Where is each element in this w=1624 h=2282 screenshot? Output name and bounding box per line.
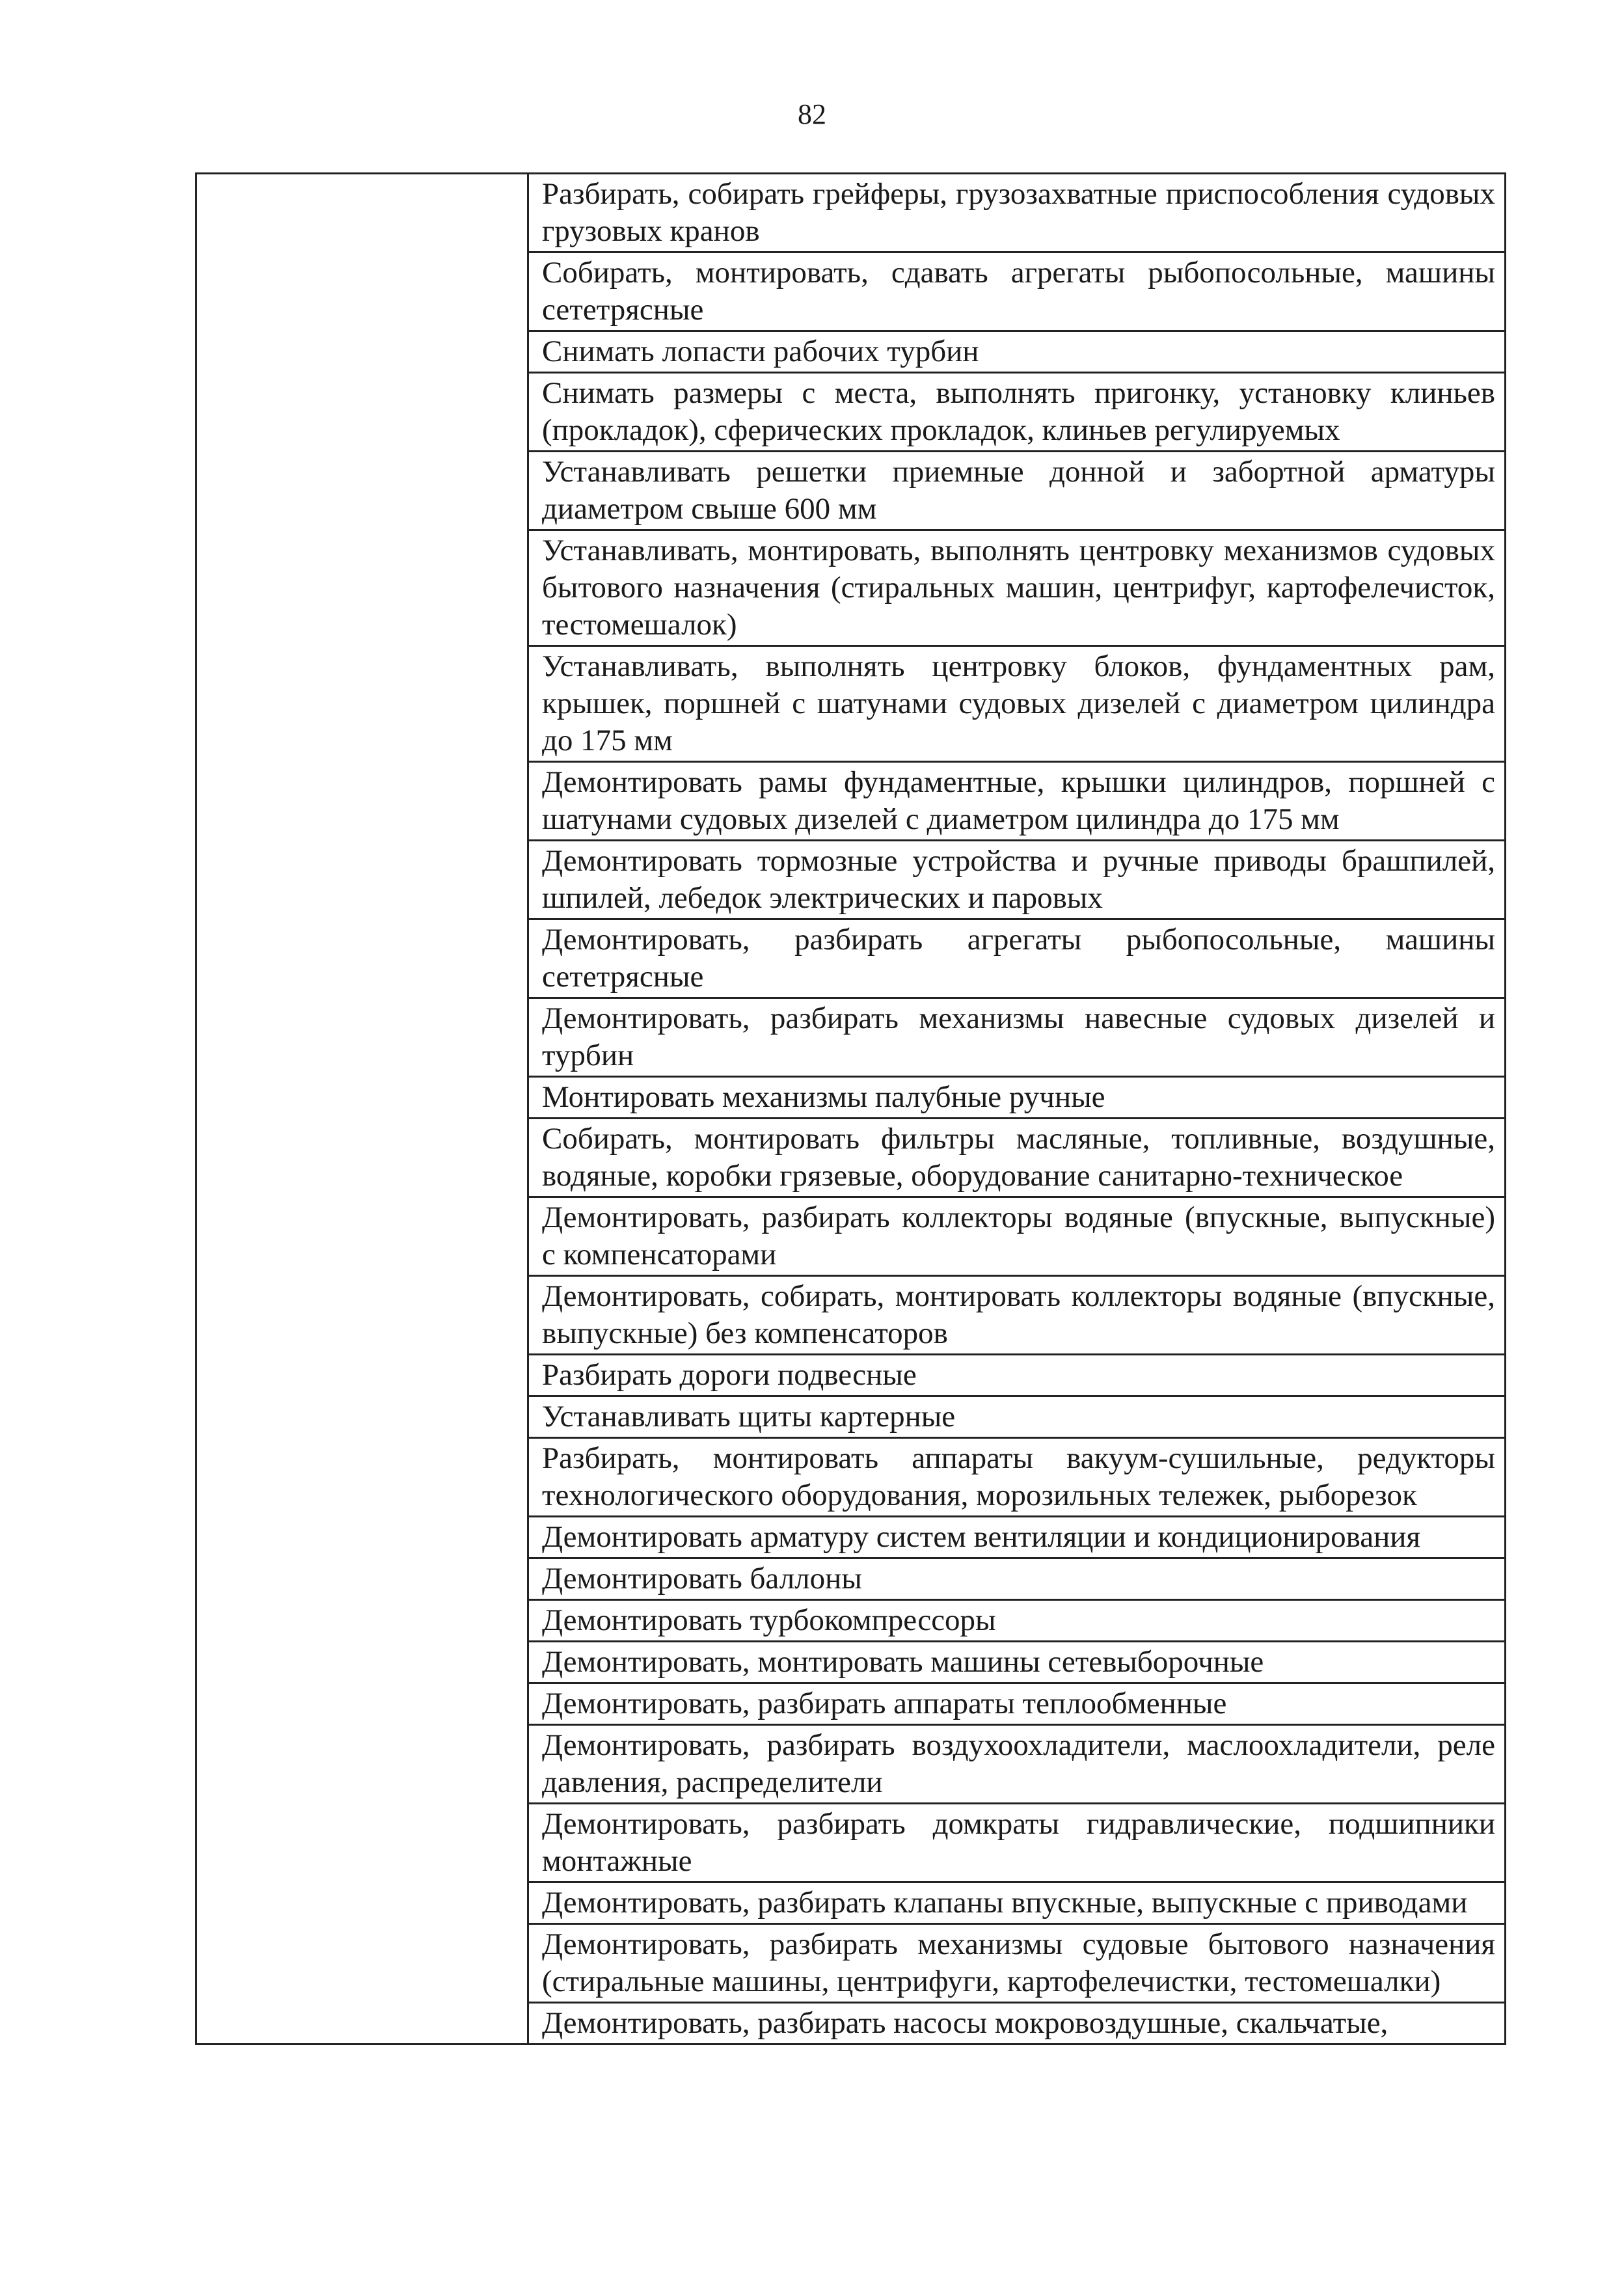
work-item-cell: Демонтировать арматуру систем вентиляции и кондиционирования <box>528 1517 1506 1558</box>
work-item-cell: Демонтировать турбокомпрессоры <box>528 1600 1506 1642</box>
work-item-cell: Снимать лопасти рабочих турбин <box>528 331 1506 373</box>
work-items-table <box>195 172 1506 2045</box>
work-item-cell: Разбирать дороги подвесные <box>528 1355 1506 1396</box>
work-item-cell: Демонтировать, разбирать механизмы судовые бытового назначения (стиральные машины, центрифуги, картофелечистки, тестомешалки) <box>528 1924 1506 2003</box>
table-body <box>196 174 1506 2044</box>
work-item-cell: Монтировать механизмы палубные ручные <box>528 1077 1506 1119</box>
work-item-cell: Устанавливать решетки приемные донной и забортной арматуры диаметром свыше 600 мм <box>528 452 1506 530</box>
work-item-cell: Разбирать, монтировать аппараты вакуум-сушильные, редукторы технологического оборудования, морозильных тележек, рыборезок <box>528 1438 1506 1517</box>
work-item-cell: Снимать размеры с места, выполнять пригонку, установку клиньев (прокладок), сферических прокладок, клиньев регулируемых <box>528 373 1506 452</box>
work-item-cell: Демонтировать, разбирать клапаны впускные, выпускные с приводами <box>528 1882 1506 1924</box>
work-item-cell: Собирать, монтировать фильтры масляные, топливные, воздушные, водяные, коробки грязевые, оборудование санитарно-техническое <box>528 1119 1506 1197</box>
work-item-cell: Собирать, монтировать, сдавать агрегаты рыбопосольные, машины сететрясные <box>528 252 1506 331</box>
work-item-cell: Демонтировать баллоны <box>528 1558 1506 1600</box>
work-item-cell: Демонтировать, разбирать агрегаты рыбопосольные, машины сететрясные <box>528 919 1506 998</box>
work-item-cell: Разбирать, собирать грейферы, грузозахватные приспособления судовых грузовых кранов <box>528 174 1506 252</box>
table-row <box>196 174 1506 252</box>
work-item-cell: Демонтировать тормозные устройства и ручные приводы брашпилей, шпилей, лебедок электрических и паровых <box>528 841 1506 919</box>
work-item-cell: Устанавливать, выполнять центровку блоков, фундаментных рам, крышек, поршней с шатунами судовых дизелей с диаметром цилиндра до 175 мм <box>528 646 1506 762</box>
work-item-cell: Демонтировать, собирать, монтировать коллекторы водяные (впускные, выпускные) без компенсаторов <box>528 1276 1506 1355</box>
work-item-cell: Демонтировать рамы фундаментные, крышки цилиндров, поршней с шатунами судовых дизелей с диаметром цилиндра до 175 мм <box>528 762 1506 841</box>
work-item-cell: Демонтировать, разбирать домкраты гидравлические, подшипники монтажные <box>528 1804 1506 1882</box>
work-item-cell: Демонтировать, разбирать насосы мокровоздушные, скальчатые, <box>528 2003 1506 2044</box>
work-item-cell: Демонтировать, монтировать машины сетевыборочные <box>528 1642 1506 1683</box>
work-item-cell: Демонтировать, разбирать аппараты теплообменные <box>528 1683 1506 1725</box>
left-column-cell <box>196 174 528 2044</box>
work-item-cell: Устанавливать щиты картерные <box>528 1396 1506 1438</box>
work-item-cell: Демонтировать, разбирать механизмы навесные судовых дизелей и турбин <box>528 998 1506 1077</box>
work-item-cell: Демонтировать, разбирать воздухоохладители, маслоохладители, реле давления, распределители <box>528 1725 1506 1804</box>
work-item-cell: Демонтировать, разбирать коллекторы водяные (впускные, выпускные) с компенсаторами <box>528 1197 1506 1276</box>
work-item-cell: Устанавливать, монтировать, выполнять центровку механизмов судовых бытового назначения (стиральных машин, центрифуг, картофелечисток, тестомешалок) <box>528 530 1506 646</box>
page-number: 82 <box>798 98 826 130</box>
